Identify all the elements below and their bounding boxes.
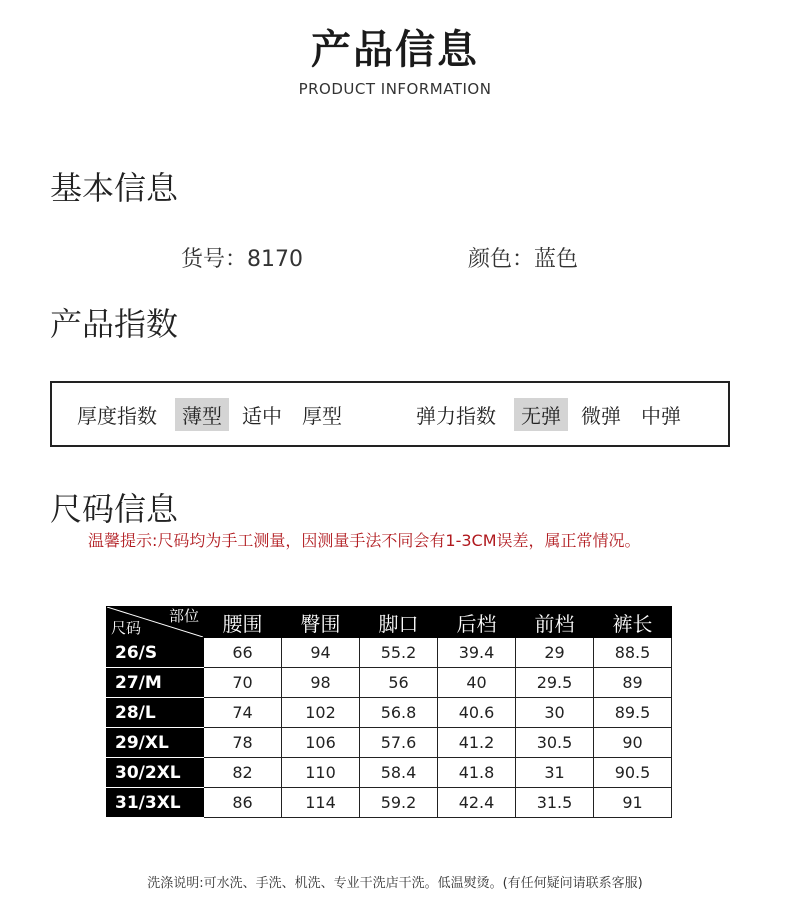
care-instructions: 洗涤说明:可水洗、手洗、机洗、专业干洗店干洗。低温熨烫。(有任何疑问请联系客服) (147, 876, 643, 891)
measurement-tip: 温馨提示:尺码均为手工测量，因测量手法不同会有1-3CM误差，属正常情况。 (88, 531, 641, 550)
measurement-cell: 86 (204, 788, 282, 818)
table-row (107, 758, 672, 788)
column-header: 后档 (438, 607, 516, 638)
measurement-cell: 78 (204, 728, 282, 758)
measurement-cell: 30.5 (516, 728, 594, 758)
measurement-cell: 42.4 (438, 788, 516, 818)
measurement-cell: 58.4 (360, 758, 438, 788)
measurement-cell: 91 (594, 788, 672, 818)
corner-size-label: 尺码 (111, 619, 142, 637)
measurement-cell: 74 (204, 698, 282, 728)
measurement-cell: 41.2 (438, 728, 516, 758)
thickness-option: 厚型 (302, 403, 342, 428)
column-header: 腰围 (204, 607, 282, 638)
column-header: 臀围 (282, 607, 360, 638)
measurement-cell: 70 (204, 668, 282, 698)
column-header: 脚口 (360, 607, 438, 638)
measurement-cell: 102 (282, 698, 360, 728)
table-row (107, 698, 672, 728)
measurement-cell: 30 (516, 698, 594, 728)
elasticity-label: 弹力指数 (416, 403, 496, 428)
measurement-cell: 90 (594, 728, 672, 758)
elasticity-option: 微弹 (581, 403, 621, 428)
elasticity-option: 中弹 (641, 403, 681, 428)
measurement-cell: 29.5 (516, 668, 594, 698)
table-row (107, 638, 672, 668)
column-header: 裤长 (594, 607, 672, 638)
measurement-cell: 59.2 (360, 788, 438, 818)
column-header: 前档 (516, 607, 594, 638)
page-title: 产品信息 (311, 27, 479, 73)
measurement-cell: 55.2 (360, 638, 438, 668)
size-label-cell: 28/L (107, 698, 204, 728)
size-label-cell: 30/2XL (107, 758, 204, 788)
thickness-option: 薄型 (175, 398, 229, 431)
size-label-cell: 27/M (107, 668, 204, 698)
measurement-cell: 31 (516, 758, 594, 788)
measurement-cell: 66 (204, 638, 282, 668)
measurement-cell: 88.5 (594, 638, 672, 668)
size-label-cell: 31/3XL (107, 788, 204, 818)
measurement-cell: 39.4 (438, 638, 516, 668)
basic-info-heading: 基本信息 (50, 169, 179, 207)
sku-text: 货号：8170 (181, 247, 303, 272)
measurement-cell: 106 (282, 728, 360, 758)
measurement-cell: 89 (594, 668, 672, 698)
measurement-cell: 40 (438, 668, 516, 698)
table-header-row (107, 607, 672, 638)
measurement-cell: 41.8 (438, 758, 516, 788)
measurement-cell: 90.5 (594, 758, 672, 788)
thickness-option: 适中 (242, 403, 282, 428)
measurement-cell: 57.6 (360, 728, 438, 758)
table-row (107, 728, 672, 758)
size-label-cell: 29/XL (107, 728, 204, 758)
size-label-cell: 26/S (107, 638, 204, 668)
elasticity-index (416, 383, 694, 445)
measurement-cell: 56.8 (360, 698, 438, 728)
measurement-cell: 94 (282, 638, 360, 668)
measurement-cell: 29 (516, 638, 594, 668)
table-row (107, 788, 672, 818)
page-subtitle: PRODUCT INFORMATION (298, 80, 492, 98)
corner-part-label: 部位 (168, 607, 199, 625)
thickness-index (77, 383, 355, 445)
measurement-cell: 56 (360, 668, 438, 698)
color-text: 颜色：蓝色 (468, 247, 579, 272)
measurement-cell: 114 (282, 788, 360, 818)
measurement-cell: 40.6 (438, 698, 516, 728)
size-info-heading: 尺码信息 (50, 490, 179, 528)
measurement-cell: 89.5 (594, 698, 672, 728)
corner-cell (107, 607, 204, 638)
measurement-cell: 31.5 (516, 788, 594, 818)
size-table (106, 606, 672, 818)
table-row (107, 668, 672, 698)
measurement-cell: 98 (282, 668, 360, 698)
elasticity-option: 无弹 (514, 398, 568, 431)
product-index-box (50, 381, 730, 447)
measurement-cell: 82 (204, 758, 282, 788)
measurement-cell: 110 (282, 758, 360, 788)
product-index-heading: 产品指数 (50, 305, 179, 343)
thickness-label: 厚度指数 (77, 403, 157, 428)
